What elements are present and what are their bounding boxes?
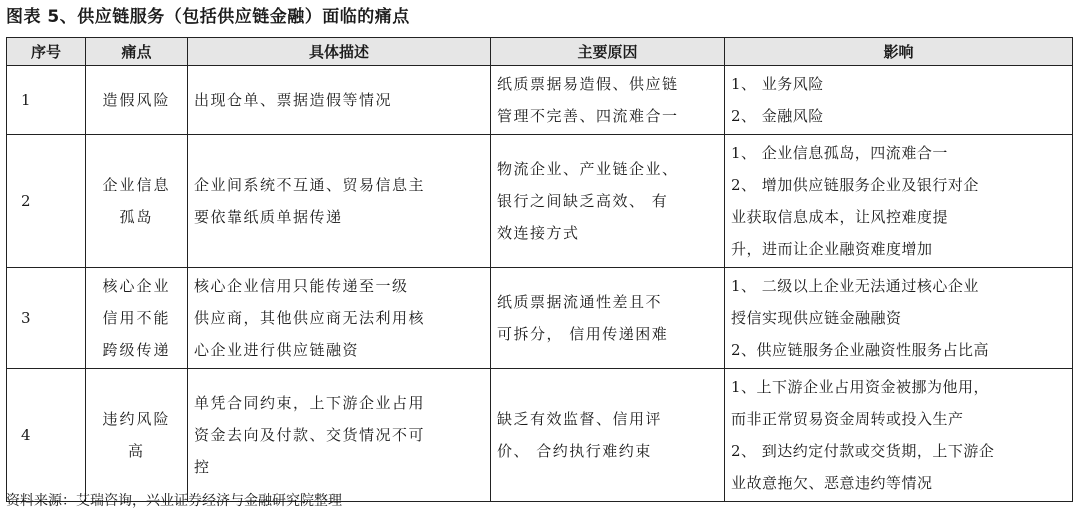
cause-cell-line: 物流企业、产业链企业、 (497, 160, 679, 178)
header-index: 序号 (7, 38, 86, 66)
impact-cell-line: 1、 二级以上企业无法通过核心企业 (731, 277, 979, 295)
pain-points-table (6, 37, 1073, 502)
impact-cell-line: 业获取信息成本，让风控难度提 (731, 208, 949, 226)
impact-cell-line: 升，进而让企业融资难度增加 (731, 240, 933, 258)
pain-point-cell (86, 369, 188, 502)
table-row (7, 369, 1073, 502)
pain-point-cell-line: 造假风险 (102, 91, 171, 109)
impact-cell (725, 268, 1073, 369)
impact-cell-line: 而非正常贸易资金周转或投入生产 (731, 410, 964, 428)
impact-cell-line: 2、供应链服务企业融资性服务占比高 (731, 341, 990, 359)
pain-point-cell-line: 核心企业 (102, 277, 171, 295)
impact-cell (725, 66, 1073, 135)
cause-cell-line: 缺乏有效监督、信用评 (497, 410, 663, 428)
pain-point-cell (86, 66, 188, 135)
impact-cell-line: 1、 企业信息孤岛，四流难合一 (731, 144, 948, 162)
impact-cell-line: 2、 金融风险 (731, 107, 824, 125)
pain-point-cell-line: 违约风险 (102, 410, 171, 428)
impact-cell-line: 1、 业务风险 (731, 75, 824, 93)
header-impact: 影响 (725, 38, 1073, 66)
cause-cell (491, 268, 725, 369)
description-cell (188, 369, 491, 502)
cause-cell-line: 可拆分， 信用传递困难 (497, 325, 669, 343)
cause-cell (491, 369, 725, 502)
cause-cell-line: 纸质票据流通性差且不 (497, 293, 663, 311)
description-cell (188, 66, 491, 135)
header-pain-point: 痛点 (86, 38, 188, 66)
description-cell (188, 268, 491, 369)
row-index: 4 (7, 369, 86, 502)
pain-point-cell (86, 268, 188, 369)
table-row (7, 66, 1073, 135)
impact-cell-line: 1、上下游企业占用资金被挪为他用， (731, 378, 990, 396)
table-row (7, 135, 1073, 268)
row-index: 1 (7, 66, 86, 135)
pain-point-cell-line: 跨级传递 (102, 341, 171, 359)
pain-point-cell-line: 企业信息 (102, 176, 171, 194)
description-cell-line: 单凭合同约束，上下游企业占用 (194, 394, 426, 412)
cause-cell (491, 66, 725, 135)
pain-point-cell-line: 高 (127, 442, 145, 460)
header-cause: 主要原因 (491, 38, 725, 66)
description-cell-line: 核心企业信用只能传递至一级 (194, 277, 409, 295)
description-cell-line: 资金去向及付款、交货情况不可 (194, 426, 426, 444)
description-cell-line: 出现仓单、票据造假等情况 (194, 91, 393, 109)
table-title: 图表 5、供应链服务（包括供应链金融）面临的痛点 (6, 7, 410, 27)
pain-point-cell-line: 孤岛 (119, 208, 154, 226)
impact-cell-line: 2、 到达约定付款或交货期，上下游企 (731, 442, 995, 460)
cause-cell-line: 价、 合约执行难约束 (497, 442, 652, 460)
cause-cell-line: 效连接方式 (497, 224, 580, 242)
impact-cell-line: 业故意拖欠、恶意违约等情况 (731, 474, 933, 492)
impact-cell (725, 135, 1073, 268)
table-header-row (7, 38, 1073, 66)
description-cell-line: 企业间系统不互通、贸易信息主 (194, 176, 426, 194)
cause-cell (491, 135, 725, 268)
description-cell-line: 心企业进行供应链融资 (194, 341, 360, 359)
description-cell (188, 135, 491, 268)
description-cell-line: 要依靠纸质单据传递 (194, 208, 343, 226)
impact-cell-line: 2、 增加供应链服务企业及银行对企 (731, 176, 979, 194)
table-row (7, 268, 1073, 369)
pain-point-cell (86, 135, 188, 268)
cause-cell-line: 纸质票据易造假、供应链 (497, 75, 679, 93)
description-cell-line: 供应商，其他供应商无法利用核 (194, 309, 426, 327)
pain-point-cell-line: 信用不能 (102, 309, 171, 327)
row-index: 2 (7, 135, 86, 268)
header-description: 具体描述 (188, 38, 491, 66)
source-note: 资料来源：艾瑞咨询，兴业证券经济与金融研究院整理 (6, 493, 342, 509)
cause-cell-line: 银行之间缺乏高效、 有 (497, 192, 669, 210)
impact-cell (725, 369, 1073, 502)
cause-cell-line: 管理不完善、四流难合一 (497, 107, 679, 125)
row-index: 3 (7, 268, 86, 369)
impact-cell-line: 授信实现供应链金融融资 (731, 309, 902, 327)
description-cell-line: 控 (194, 458, 211, 476)
